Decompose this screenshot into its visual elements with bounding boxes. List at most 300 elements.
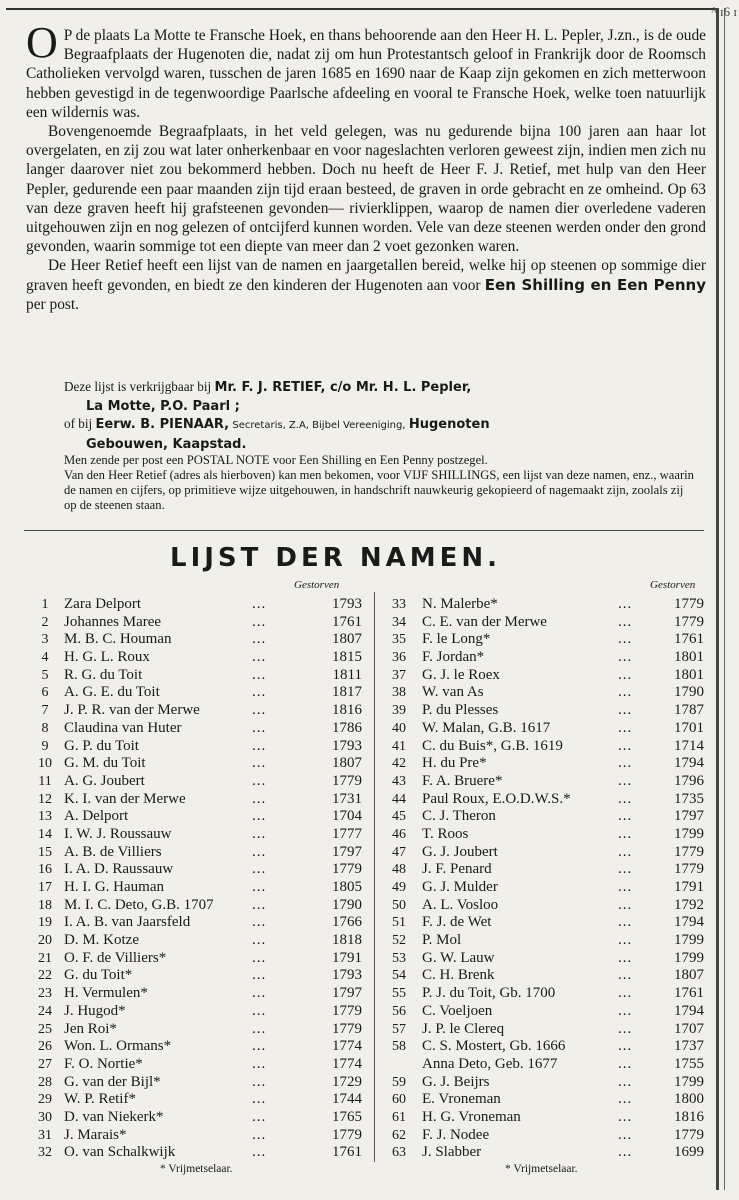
name-entry — [386, 1127, 706, 1145]
name-entry — [386, 808, 706, 826]
entry-name: J. Marais* — [64, 1126, 127, 1143]
entry-year: 1807 — [332, 755, 362, 772]
leader-dots: ... — [618, 985, 633, 1002]
entry-name: Claudina van Huter — [64, 719, 182, 736]
leader-dots: ... — [618, 861, 633, 878]
pienaar-address: Hugenoten — [408, 417, 490, 432]
leader-dots: ... — [252, 702, 267, 719]
leader-dots: ... — [252, 949, 267, 966]
entry-year: 1766 — [332, 914, 362, 931]
name-entry — [386, 967, 706, 985]
entry-name: Anna Deto, Geb. 1677 — [422, 1055, 558, 1072]
entry-name: K. I. van der Merwe — [64, 790, 186, 807]
entry-year: 1735 — [674, 790, 704, 807]
leader-dots: ... — [618, 1055, 633, 1072]
entry-name: G. P. du Toit — [64, 737, 139, 754]
entry-name: C. du Buis*, G.B. 1619 — [422, 737, 563, 754]
leader-dots: ... — [618, 1144, 633, 1161]
leader-dots: ... — [252, 1055, 267, 1072]
divider-rule — [24, 530, 704, 531]
entry-year: 1790 — [674, 684, 704, 701]
entry-number: 53 — [392, 950, 406, 966]
leader-dots: ... — [618, 666, 633, 683]
leader-dots: ... — [618, 808, 633, 825]
name-entry — [30, 967, 380, 985]
entry-number: 37 — [392, 667, 406, 683]
name-entry — [386, 1038, 706, 1056]
name-entry — [386, 596, 706, 614]
leader-dots: ... — [618, 932, 633, 949]
leader-dots: ... — [252, 932, 267, 949]
right-border-inner — [724, 8, 725, 1190]
name-entry — [30, 879, 380, 897]
entry-year: 1815 — [332, 649, 362, 666]
entry-number: 28 — [38, 1074, 52, 1090]
retief-address: Mr. F. J. RETIEF, c/o Mr. H. L. Pepler, — [214, 380, 472, 395]
entry-number: 48 — [392, 862, 406, 878]
entry-year: 1818 — [332, 932, 362, 949]
name-entry — [30, 649, 380, 667]
name-entry — [386, 1109, 706, 1127]
entry-year: 1805 — [332, 879, 362, 895]
name-entry — [30, 985, 380, 1003]
leader-dots: ... — [618, 631, 633, 648]
entry-name: G. du Toit* — [64, 967, 133, 984]
leader-dots: ... — [252, 985, 267, 1002]
intro-paragraph-1 — [26, 18, 706, 122]
leader-dots: ... — [252, 631, 267, 648]
entry-year: 1792 — [674, 896, 704, 913]
entry-number: 10 — [38, 756, 52, 772]
entry-number: 55 — [392, 986, 406, 1002]
leader-dots: ... — [252, 825, 267, 842]
entry-name: J. F. Penard — [422, 861, 492, 878]
entry-number: 2 — [41, 614, 49, 630]
name-entry — [30, 861, 380, 879]
intro-paragraph-3 — [26, 256, 706, 314]
name-entry — [386, 667, 706, 685]
entry-year: 1793 — [332, 596, 362, 612]
leader-dots: ... — [618, 772, 633, 789]
leader-dots: ... — [252, 649, 267, 666]
entry-number: 18 — [38, 897, 52, 913]
entry-number: 33 — [392, 597, 406, 612]
entry-year: 1744 — [332, 1091, 362, 1108]
top-border — [6, 8, 719, 10]
entry-name: Paul Roux, E.O.D.W.S.* — [422, 790, 571, 807]
entry-year: 1794 — [674, 1002, 704, 1019]
leader-dots: ... — [618, 879, 633, 895]
entry-year: 1731 — [332, 790, 362, 807]
entry-year: 1774 — [332, 1055, 362, 1072]
entry-name: C. E. van der Merwe — [422, 613, 547, 630]
entry-name: J. Slabber — [422, 1144, 482, 1161]
leader-dots: ... — [618, 825, 633, 842]
name-entry — [30, 1003, 380, 1021]
entry-number: 32 — [38, 1145, 52, 1161]
gestorven-label-left: Gestorven — [294, 579, 340, 591]
name-entry — [386, 702, 706, 720]
entry-year: 1737 — [674, 1038, 704, 1055]
entry-name: W. P. Retif* — [64, 1091, 136, 1108]
entry-number: 5 — [41, 667, 49, 683]
leader-dots: ... — [618, 1038, 633, 1055]
order-line-3 — [64, 415, 694, 435]
price-pre: De Heer Retief heeft een lijst van de namen en jaargetallen bereid, welke hij op steenen op sommige dier graven heeft gevonden, en biedt ze den kinderen der Hugenoten aan voor — [26, 257, 706, 294]
entry-year: 1774 — [332, 1038, 362, 1055]
entry-number: 36 — [392, 650, 406, 666]
name-entry — [30, 1021, 380, 1039]
leader-dots: ... — [618, 914, 633, 931]
order-line-1 — [64, 378, 694, 397]
price-post: per post. — [26, 295, 80, 313]
entry-number: 6 — [41, 685, 49, 701]
name-entry — [30, 791, 380, 809]
entry-name: G. J. Joubert — [422, 843, 498, 860]
leader-dots: ... — [252, 843, 267, 860]
leader-dots: ... — [252, 896, 267, 913]
entry-year: 1779 — [332, 1126, 362, 1143]
entry-year: 1800 — [674, 1091, 704, 1108]
entry-name: C. H. Brenk — [422, 967, 495, 984]
order-text: Deze lijst is verkrijgbaar bij — [64, 379, 212, 394]
handwritten-copy-note: Van den Heer Retief (adres als hierboven) kan men bekomen, voor VIJF SHILLINGS, een lijst van deze namen, enz., waarin de namen en cijfers, op primitieve wijze uitgehouwen, in handschrift nauwkeurig gekopieerd of nagemaakt zijn, zoolals zij op de steenen staan. — [64, 468, 694, 512]
gestorven-label-right: Gestorven — [650, 579, 696, 591]
entry-year: 1779 — [332, 1002, 362, 1019]
entry-name: C. S. Mostert, Gb. 1666 — [422, 1038, 566, 1055]
list-title: LIJST DER NAMEN. — [170, 543, 501, 573]
entry-year: 1799 — [674, 1073, 704, 1090]
name-entry — [386, 1144, 706, 1162]
entry-number: 16 — [38, 862, 52, 878]
pienaar-name: Eerw. B. PIENAAR, — [95, 417, 230, 432]
entry-number: 47 — [392, 844, 406, 860]
name-entry — [386, 649, 706, 667]
entry-number: 57 — [392, 1021, 406, 1037]
entry-year: 1817 — [332, 684, 362, 701]
entry-year: 1790 — [332, 896, 362, 913]
leader-dots: ... — [252, 879, 267, 895]
entry-name: J. P. le Clereq — [422, 1020, 505, 1037]
name-entry — [30, 897, 380, 915]
entry-year: 1791 — [674, 879, 704, 895]
pienaar-address-2: Gebouwen, Kaapstad. — [86, 436, 247, 452]
leader-dots: ... — [252, 790, 267, 807]
entry-number: 45 — [392, 809, 406, 825]
name-entry — [386, 1056, 706, 1074]
name-entry — [30, 755, 380, 773]
entry-number: 7 — [41, 703, 49, 719]
entry-name: D. M. Kotze — [64, 932, 139, 949]
entry-number: 42 — [392, 756, 406, 772]
pienaar-title: Secretaris, Z.A, Bijbel Vereeniging, — [232, 420, 406, 431]
entry-year: 1797 — [674, 808, 704, 825]
leader-dots: ... — [252, 1108, 267, 1125]
entry-name: G. J. le Roex — [422, 666, 500, 683]
leader-dots: ... — [618, 755, 633, 772]
entry-number: 11 — [38, 773, 52, 789]
name-entry — [386, 773, 706, 791]
entry-year: 1799 — [674, 949, 704, 966]
entry-number: 30 — [38, 1109, 52, 1125]
entry-number: 3 — [41, 632, 49, 648]
name-entry — [30, 667, 380, 685]
entry-name: G. W. Lauw — [422, 949, 495, 966]
entry-name: P. J. du Toit, Gb. 1700 — [422, 985, 556, 1002]
name-entry — [386, 826, 706, 844]
entry-number: 1 — [41, 597, 49, 612]
leader-dots: ... — [252, 737, 267, 754]
entry-name: H. G. L. Roux — [64, 649, 150, 666]
entry-year: 1807 — [332, 631, 362, 648]
entry-name: Won. L. Ormans* — [64, 1038, 172, 1055]
leader-dots: ... — [618, 702, 633, 719]
entry-year: 1714 — [674, 737, 704, 754]
name-entry — [30, 1056, 380, 1074]
leader-dots: ... — [618, 1002, 633, 1019]
entry-number: 17 — [38, 880, 52, 895]
entry-year: 1793 — [332, 967, 362, 984]
leader-dots: ... — [618, 967, 633, 984]
entry-year: 1779 — [674, 613, 704, 630]
entry-name: A. B. de Villiers — [64, 843, 162, 860]
entry-number: 26 — [38, 1039, 52, 1055]
entry-number: 9 — [41, 738, 49, 754]
leader-dots: ... — [618, 1020, 633, 1037]
name-entry — [30, 614, 380, 632]
leader-dots: ... — [618, 1126, 633, 1143]
entry-number: 52 — [392, 933, 406, 949]
leader-dots: ... — [618, 1091, 633, 1108]
name-entry — [30, 914, 380, 932]
intro-text — [26, 18, 706, 314]
entry-number: 34 — [392, 614, 406, 630]
leader-dots: ... — [252, 808, 267, 825]
entry-name: C. J. Theron — [422, 808, 496, 825]
entry-year: 1777 — [332, 825, 362, 842]
name-entry — [386, 1021, 706, 1039]
name-entry — [30, 1109, 380, 1127]
leader-dots: ... — [252, 613, 267, 630]
entry-name: N. Malerbe* — [422, 596, 498, 612]
entry-year: 1793 — [332, 737, 362, 754]
entry-name: D. van Niekerk* — [64, 1108, 164, 1125]
entry-number: 60 — [392, 1092, 406, 1108]
name-entry — [30, 773, 380, 791]
entry-number: 19 — [38, 915, 52, 931]
entry-number: 63 — [392, 1145, 406, 1161]
entry-name: G. van der Bijl* — [64, 1073, 161, 1090]
entry-name: O. F. de Villiers* — [64, 949, 167, 966]
names-column-left — [30, 596, 380, 1162]
name-entry — [386, 614, 706, 632]
entry-number: 23 — [38, 986, 52, 1002]
leader-dots: ... — [618, 1108, 633, 1125]
entry-name: H. I. G. Hauman — [64, 879, 164, 895]
entry-name: F. J. Nodee — [422, 1126, 490, 1143]
entry-number: 43 — [392, 773, 406, 789]
name-entry — [30, 596, 380, 614]
leader-dots: ... — [252, 1038, 267, 1055]
name-entry — [30, 844, 380, 862]
leader-dots: ... — [252, 1144, 267, 1161]
intro-paragraph-1-text: P de plaats La Motte te Fransche Hoek, en thans behoorende aan den Heer H. L. Pepler, J.zn., is de oude Begraafplaats der Hugenoten die, nadat zij om hun Protestantsch geloof in Frankrijk door de Roomsch Catholieken vervolgd waren, tusschen de jaren 1685 en 1690 naar de Kaap zijn gekomen en zich metterwoon hebben gevestigd in de tegenwoordige Paarlsche afdeeling en vooral te Fransche Hoek, welke toen natuurlijk een wildernis was. — [26, 27, 706, 121]
entry-year: 1787 — [674, 702, 704, 719]
entry-name: E. Vroneman — [422, 1091, 501, 1108]
leader-dots: ... — [618, 596, 633, 612]
entry-name: J. P. R. van der Merwe — [64, 702, 200, 719]
entry-year: 1729 — [332, 1073, 362, 1090]
name-entry — [30, 1144, 380, 1162]
retief-address-2: La Motte, P.O. Paarl ; — [86, 398, 240, 414]
entry-name: A. G. Joubert — [64, 772, 145, 789]
entry-name: M. B. C. Houman — [64, 631, 172, 648]
name-entry — [386, 897, 706, 915]
entry-year: 1761 — [332, 1144, 362, 1161]
entry-year: 1755 — [674, 1055, 704, 1072]
leader-dots: ... — [618, 684, 633, 701]
entry-number: 4 — [41, 650, 49, 666]
name-entry — [30, 950, 380, 968]
entry-number: 27 — [38, 1056, 52, 1072]
entry-number: 61 — [392, 1109, 406, 1125]
entry-name: R. G. du Toit — [64, 666, 143, 683]
leader-dots: ... — [618, 843, 633, 860]
entry-name: F. A. Bruere* — [422, 772, 503, 789]
entry-year: 1765 — [332, 1108, 362, 1125]
name-entry — [30, 932, 380, 950]
entry-year: 1761 — [674, 631, 704, 648]
name-entry — [386, 1091, 706, 1109]
entry-number: 14 — [38, 826, 52, 842]
footnote-left: * Vrijmetselaar. — [160, 1163, 233, 1175]
entry-name: A. G. E. du Toit — [64, 684, 160, 701]
entry-year: 1779 — [332, 772, 362, 789]
entry-name: F. O. Nortie* — [64, 1055, 143, 1072]
entry-number: 12 — [38, 791, 52, 807]
entry-name: G. J. Mulder — [422, 879, 498, 895]
entry-number: 39 — [392, 703, 406, 719]
entry-year: 1791 — [332, 949, 362, 966]
leader-dots: ... — [618, 790, 633, 807]
entry-year: 1811 — [332, 666, 362, 683]
entry-year: 1816 — [674, 1108, 704, 1125]
entry-name: W. van As — [422, 684, 484, 701]
entry-name: J. Hugod* — [64, 1002, 126, 1019]
entry-number: 31 — [38, 1127, 52, 1143]
leader-dots: ... — [252, 1073, 267, 1090]
name-entry — [30, 1127, 380, 1145]
entry-year: 1801 — [674, 666, 704, 683]
entry-year: 1786 — [332, 719, 362, 736]
entry-number: 49 — [392, 880, 406, 895]
entry-name: O. van Schalkwijk — [64, 1144, 176, 1161]
entry-name: G. M. du Toit — [64, 755, 146, 772]
entry-number: 38 — [392, 685, 406, 701]
entry-number: 21 — [38, 950, 52, 966]
name-entry — [386, 720, 706, 738]
leader-dots: ... — [252, 1091, 267, 1108]
name-entry — [30, 808, 380, 826]
entry-number: 59 — [392, 1074, 406, 1090]
entry-name: P. Mol — [422, 932, 462, 949]
entry-name: Jen Roi* — [64, 1020, 117, 1037]
order-text: of bij — [64, 416, 93, 431]
entry-year: 1797 — [332, 843, 362, 860]
name-entry — [30, 1074, 380, 1092]
entry-year: 1761 — [674, 985, 704, 1002]
entry-name: H. Vermulen* — [64, 985, 148, 1002]
entry-name: T. Roos — [422, 825, 469, 842]
corner-mark: ᴬ ɪ6 ɪ — [711, 4, 737, 19]
entry-name: F. le Long* — [422, 631, 491, 648]
entry-year: 1794 — [674, 755, 704, 772]
entry-name: M. I. C. Deto, G.B. 1707 — [64, 896, 214, 913]
leader-dots: ... — [618, 1073, 633, 1090]
entry-name: H. G. Vroneman — [422, 1108, 521, 1125]
entry-year: 1797 — [332, 985, 362, 1002]
entry-year: 1779 — [332, 861, 362, 878]
entry-number: 41 — [392, 738, 406, 754]
entry-year: 1796 — [674, 772, 704, 789]
name-entry — [386, 985, 706, 1003]
leader-dots: ... — [252, 967, 267, 984]
entry-number: 20 — [38, 933, 52, 949]
name-entry — [386, 791, 706, 809]
name-entry — [386, 755, 706, 773]
footnote-right: * Vrijmetselaar. — [505, 1163, 578, 1175]
name-entry — [386, 1003, 706, 1021]
entry-number: 29 — [38, 1092, 52, 1108]
leader-dots: ... — [252, 666, 267, 683]
name-entry — [386, 879, 706, 897]
entry-year: 1699 — [674, 1144, 704, 1161]
drop-cap: O — [26, 18, 58, 67]
entry-number: 44 — [392, 791, 406, 807]
name-entry — [30, 702, 380, 720]
entry-name: C. Voeljoen — [422, 1002, 493, 1019]
leader-dots: ... — [252, 1002, 267, 1019]
leader-dots: ... — [252, 719, 267, 736]
leader-dots: ... — [252, 914, 267, 931]
entry-name: G. J. Beijrs — [422, 1073, 490, 1090]
entry-number: 25 — [38, 1021, 52, 1037]
leader-dots: ... — [252, 1020, 267, 1037]
entry-year: 1779 — [332, 1020, 362, 1037]
entry-number: 46 — [392, 826, 406, 842]
leader-dots: ... — [252, 1126, 267, 1143]
name-entry — [30, 1038, 380, 1056]
name-entry — [386, 914, 706, 932]
leader-dots: ... — [252, 772, 267, 789]
entry-year: 1779 — [674, 596, 704, 612]
name-entry — [30, 720, 380, 738]
entry-number: 51 — [392, 915, 406, 931]
order-line-4 — [64, 435, 694, 454]
name-entry — [30, 826, 380, 844]
name-entry — [30, 631, 380, 649]
entry-year: 1779 — [674, 861, 704, 878]
entry-year: 1807 — [674, 967, 704, 984]
leader-dots: ... — [618, 737, 633, 754]
right-border — [716, 8, 719, 1190]
entry-number: 8 — [41, 720, 49, 736]
entry-number: 56 — [392, 1003, 406, 1019]
order-info — [64, 378, 694, 513]
order-line-2 — [64, 397, 694, 416]
intro-paragraph-2: Bovengenoemde Begraafplaats, in het veld gelegen, was nu gedurende bijna 100 jaren aan haar lot overgelaten, en zij zou wat later onherkenbaar en voor nageslachten verloren geweest zijn, indien men zich nu langer daarover niet zou bekommerd hebben. Doch nu heeft de Heer F. J. Retief, met hulp van den Heer Pepler, gedurende een paar maanden zijn tijd eraan besteed, de graven in orde gebracht en ze omheind. Op 63 van deze graven heeft hij grafsteenen gevonden— rivierklippen, waarop de namen dier overledene vaderen uitgehouwen zijn en nog gelezen of ontcijferd kunnen worden. Vele van deze steenen werden onder den grond gevonden, waarin sommige tot een diepte van meer dan 2 voet gezonken waren. — [26, 123, 706, 256]
entry-year: 1779 — [674, 843, 704, 860]
